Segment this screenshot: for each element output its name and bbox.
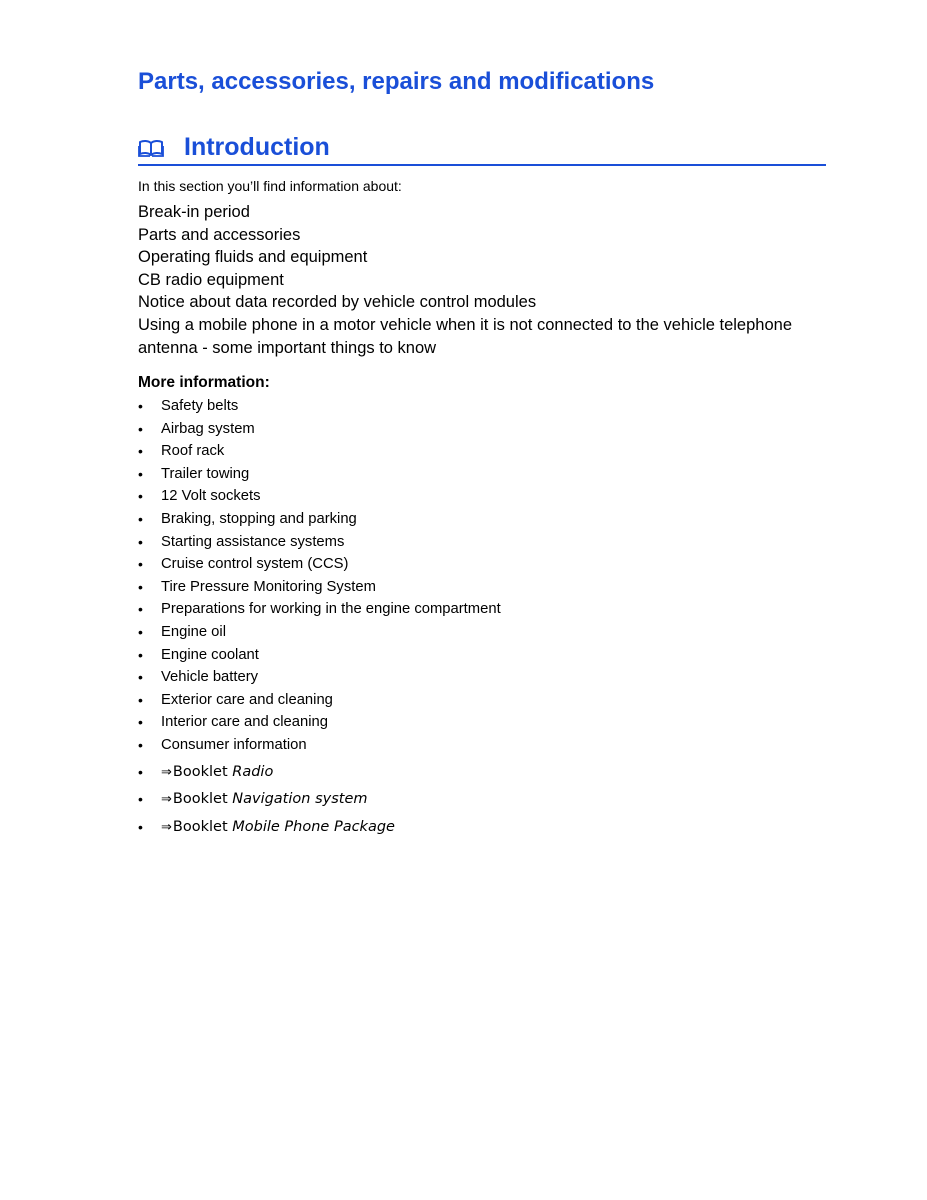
list-item bbox=[138, 666, 818, 689]
list-item-label: 12 Volt sockets bbox=[161, 488, 261, 505]
bullet-icon: • bbox=[138, 736, 143, 753]
booklet-reference[interactable] bbox=[138, 814, 818, 841]
list-item bbox=[138, 418, 818, 441]
list-item-label: Safety belts bbox=[161, 398, 239, 414]
list-item bbox=[138, 485, 818, 508]
list-item-label: Consumer information bbox=[161, 736, 307, 753]
section-title: Introduction bbox=[184, 133, 330, 161]
list-item bbox=[138, 711, 818, 734]
list-item bbox=[138, 644, 818, 667]
list-item-label: Airbag system bbox=[161, 420, 255, 437]
section-header bbox=[138, 130, 826, 166]
bullet-icon: • bbox=[138, 465, 143, 482]
bullet-icon: • bbox=[138, 714, 143, 731]
topic-item: CB radio equipment bbox=[138, 270, 284, 289]
booklet-prefix: Booklet bbox=[172, 818, 228, 835]
bullet-icon: • bbox=[138, 764, 143, 780]
list-item-label: Exterior care and cleaning bbox=[161, 691, 333, 708]
list-item bbox=[138, 508, 818, 531]
bullet-icon: • bbox=[138, 420, 143, 437]
bullet-icon: • bbox=[138, 691, 143, 708]
list-item-label: Interior care and cleaning bbox=[161, 714, 328, 731]
booklet-title[interactable]: Radio bbox=[232, 764, 274, 780]
intro-text: In this section you’ll find information about: bbox=[138, 178, 402, 194]
list-item bbox=[138, 553, 818, 576]
booklet-reference-list bbox=[138, 759, 818, 841]
list-item-label: Tire Pressure Monitoring System bbox=[161, 578, 376, 595]
booklet-prefix: Booklet bbox=[172, 791, 228, 808]
list-item-label: Roof rack bbox=[161, 443, 225, 460]
list-item-label: Preparations for working in the engine compartment bbox=[161, 601, 501, 618]
list-item bbox=[138, 576, 818, 599]
bullet-icon: • bbox=[138, 791, 143, 808]
list-item bbox=[138, 621, 818, 644]
chapter-title: Parts, accessories, repairs and modifications bbox=[138, 68, 655, 95]
double-arrow-right-icon: ⇒ bbox=[161, 792, 172, 808]
list-item-label: Trailer towing bbox=[161, 465, 250, 482]
topic-item: Using a mobile phone in a motor vehicle when it is not connected to the vehicle telephone antenna - some important things to know bbox=[138, 315, 792, 357]
bullet-icon: • bbox=[138, 646, 143, 663]
list-item-label: Vehicle battery bbox=[161, 669, 259, 686]
bullet-icon: • bbox=[138, 488, 143, 505]
list-item-label: Starting assistance systems bbox=[161, 533, 345, 550]
bullet-icon: • bbox=[138, 533, 143, 550]
topic-item: Break-in period bbox=[138, 203, 250, 221]
bullet-icon: • bbox=[138, 669, 143, 686]
topic-item: Parts and accessories bbox=[138, 225, 301, 244]
bullet-icon: • bbox=[138, 601, 143, 618]
list-item-label: Braking, stopping and parking bbox=[161, 510, 357, 527]
list-item bbox=[138, 598, 818, 621]
bullet-icon: • bbox=[138, 556, 143, 573]
booklet-reference[interactable] bbox=[138, 786, 818, 813]
list-item bbox=[138, 395, 818, 418]
double-arrow-right-icon: ⇒ bbox=[161, 765, 172, 780]
more-information-heading: More information: bbox=[138, 374, 270, 391]
list-item-label: Engine oil bbox=[161, 623, 226, 640]
double-arrow-right-icon: ⇒ bbox=[161, 819, 172, 835]
bullet-icon: • bbox=[138, 578, 143, 595]
topic-list bbox=[138, 201, 818, 359]
booklet-reference[interactable] bbox=[138, 759, 818, 786]
bullet-icon: • bbox=[138, 510, 143, 527]
booklet-title[interactable]: Navigation system bbox=[232, 791, 368, 808]
list-item bbox=[138, 531, 818, 554]
bullet-icon: • bbox=[138, 818, 143, 835]
topic-item: Notice about data recorded by vehicle control modules bbox=[138, 293, 537, 312]
topic-item: Operating fluids and equipment bbox=[138, 248, 368, 267]
list-item bbox=[138, 734, 818, 757]
bullet-icon: • bbox=[138, 398, 143, 414]
list-item bbox=[138, 440, 818, 463]
bullet-icon: • bbox=[138, 623, 143, 640]
list-item bbox=[138, 689, 818, 712]
more-information-list bbox=[138, 395, 818, 757]
list-item-label: Cruise control system (CCS) bbox=[161, 556, 349, 573]
list-item bbox=[138, 463, 818, 486]
booklet-prefix: Booklet bbox=[172, 764, 228, 780]
bullet-icon: • bbox=[138, 443, 143, 460]
booklet-title[interactable]: Mobile Phone Package bbox=[232, 818, 395, 835]
list-item-label: Engine coolant bbox=[161, 646, 259, 663]
open-book-icon bbox=[138, 138, 164, 158]
